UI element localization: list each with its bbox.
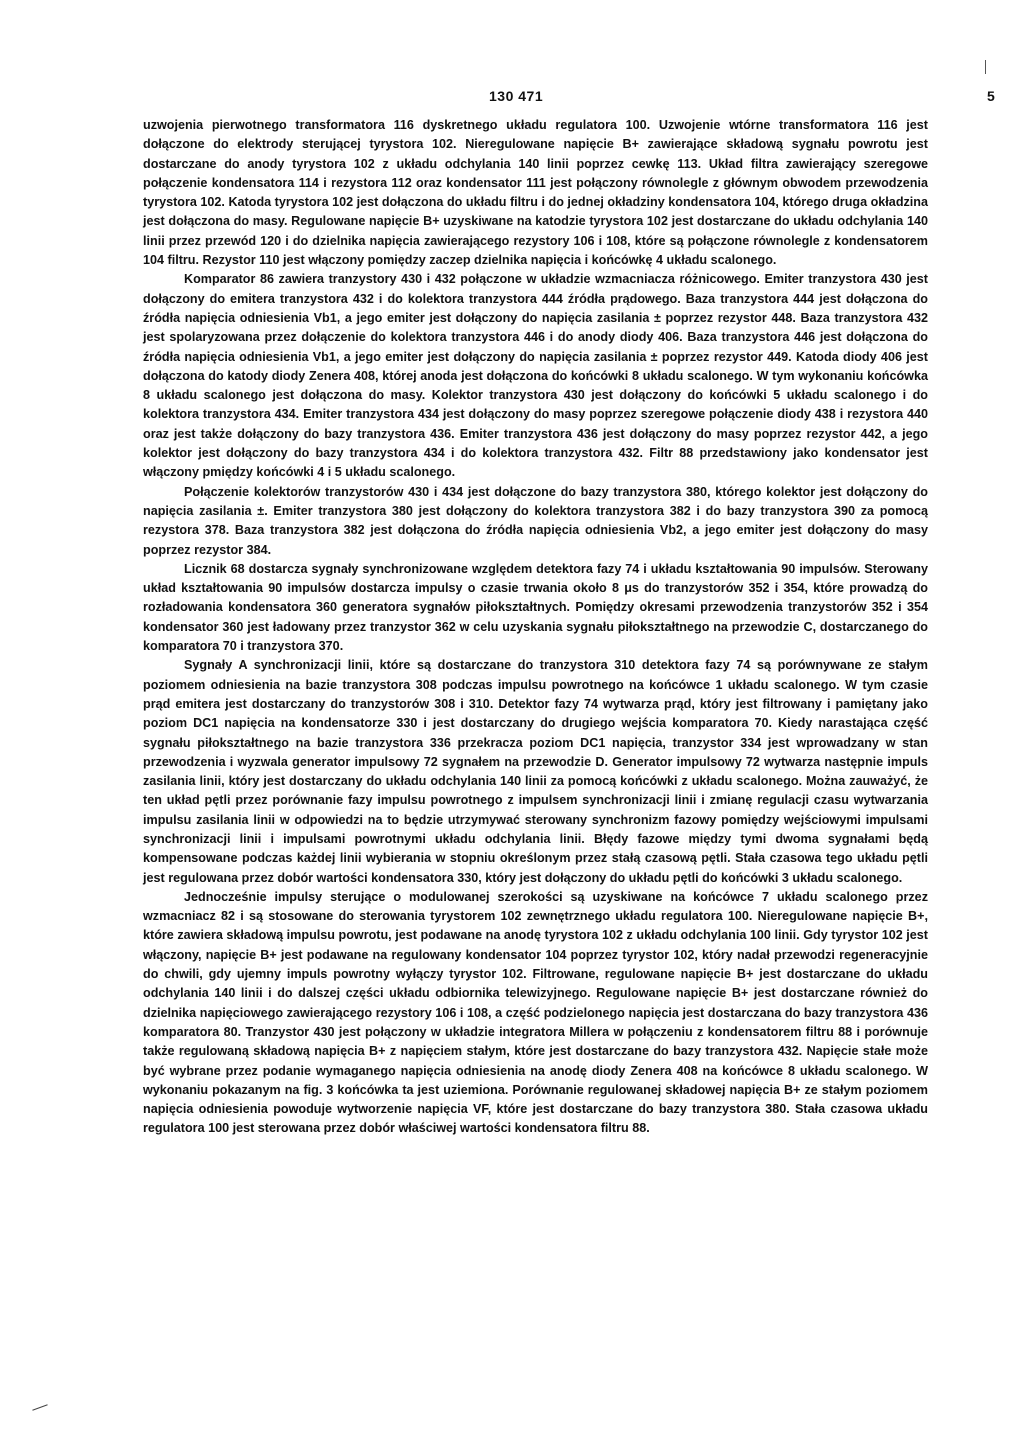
page-number: 5 (987, 88, 995, 104)
paragraph-5: Sygnały A synchronizacji linii, które są dostarczane do tranzystora 310 detektora fazy 74 są porównywane ze stałym poziomem odniesienia na bazie tranzystora 308 podczas impulsu powrotnego na końcówce 1 układu scalonego. W tym czasie prąd emitera jest dostarczany do tranzystorów 308 i 310. Detektor fazy 74 wytwarza prąd, który jest filtrowany i pamiętany jako poziom DC1 napięcia na kondensatorze 330 i jest dostarczany do drugiego wejścia komparatora 70. Kiedy narastająca część sygnału piłokształtnego na bazie tranzystora 336 przekracza poziom DC1 napięcia, tranzystor 334 jest wprowadzany w stan przewodzenia i wyzwala generator impulsowy 72 sygnałem na przewodzie D. Generator impulsowy 72 wytwarza następnie impuls zasilania linii, który jest dostarczany do układu odchylania 140 linii za pomocą końcówki z układu scalonego. Można zauważyć, że ten układ pętli przez porównanie fazy impulsu powrotnego z impulsem synchronizacji linii i zmianę regulacji czasu wytwarzania impulsu zasilania linii w odpowiedzi na to będzie utrzymywać sterowany synchronizm fazowy pomiędzy wejściowymi impulsami synchronizacji linii i impulsami powrotnymi układu odchylania linii. Błędy fazowe między tymi dwoma sygnałami będą kompensowane podczas każdej linii wybierania w stopniu określonym przez stałą czasową pętli. Stała czasowa tego układu pętli jest regulowana przez dobór wartości kondensatora 330, który jest dołączony do układu pętli do końcówki 3 układu scalonego. (143, 658, 928, 885)
margin-mark (985, 60, 986, 74)
paragraph-6: Jednocześnie impulsy sterujące o modulowanej szerokości są uzyskiwane na końcówce 7 układu scalonego przez wzmacniacz 82 i są stosowane do sterowania tyrystorem 102 zewnętrznego układu regulatora 100. Nieregulowane napięcie B+, które zawiera składową impulsu powrotu, jest podawane na anodę tyrystora 102 z układu odchylania 100 linii. Gdy tyrystor 102 jest włączony, napięcie B+ jest podawane na regulowany kondensator 104 poprzez tyrystor 102, który nadał przewodzi regeneracyjnie do chwili, gdy ujemny impuls powrotny wyłączy tyrystor 102. Filtrowane, regulowane napięcie B+ jest dostarczane do układu odchylania 140 linii i do dalszej części układu odbiornika telewizyjnego. Regulowane napięcie B+ jest dostarczane również do dzielnika napięciowego zawierającego rezystory 106 i 108, a część podzielonego napięcia jest dostarczana do bazy tranzystora 436 komparatora 80. Tranzystor 430 jest połączony w układzie integratora Millera w połączeniu z kondensatorem filtru 88 i porównuje także regulowaną składową napięcia B+ z napięciem stałym, które jest dostarczane do bazy tranzystora 432. Napięcie stałe może być wybrane przez podanie wymaganego napięcia odniesienia na anodę diody Zenera 408 na końcówce 8 układu scalonego. W wykonaniu pokazanym na fig. 3 końcówka ta jest uziemiona. Porównanie regulowanej składowej napięcia B+ ze stałym poziomem napięcia odniesienia powoduje wytworzenie napięcia VF, które jest dostarczane do bazy tranzystora 380. Stała czasowa układu regulatora 100 jest sterowana przez dobór właściwej wartości kondensatora filtru 88. (143, 889, 928, 1136)
paragraph-3: Połączenie kolektorów tranzystorów 430 i 434 jest dołączone do bazy tranzystora 380, którego kolektor jest dołączony do napięcia zasilania ±. Emiter tranzystora 380 jest dołączony do kolektora tranzystora 382 i do bazy tranzystora 390 za pomocą rezystora 378. Baza tranzystora 382 jest dołączona do źródła napięcia odniesienia Vb2, a jego emiter jest dołączony do masy poprzez rezystor 384. (143, 484, 928, 557)
patent-number: 130 471 (489, 88, 544, 104)
margin-dash (32, 1404, 47, 1410)
paragraph-4: Licznik 68 dostarcza sygnały synchronizowane względem detektora fazy 74 i układu kształtowania 90 impulsów. Sterowany układ kształtowania 90 impulsów dostarcza impulsy o czasie trwania około 8 μs do tranzystorów 352 i 354, które prowadzą do rozładowania kondensatora 360 generatora sygnałów piłokształtnych. Pomiędzy okresami przewodzenia tranzystorów 352 i 354 kondensator 360 jest ładowany przez tranzystor 362 w celu uzyskania sygnału piłokształtnego na przewodzie C, dostarczanego do komparatora 70 i tranzystora 370. (143, 561, 928, 654)
paragraph-1: uzwojenia pierwotnego transformatora 116 dyskretnego układu regulatora 100. Uzwojenie wtórne transformatora 116 jest dołączone do elektrody sterującej tyrystora 102. Nieregulowane napięcie B+ zawierające składową sygnału powrotu jest dostarczane do anody tyrystora 102 z układu odchylania 140 linii poprzez cewkę 113. Układ filtra zawierający szeregowe połączenie kondensatora 114 i rezystora 112 oraz kondensator 111 jest połączony równolegle z głównym obwodem przewodzenia tyrystora 102. Katoda tyrystora 102 jest dołączona do układu filtru i do jednej okładziny kondensatora 104, którego druga okładzina jest dołączona do masy. Regulowane napięcie B+ uzyskiwane na katodzie tyrystora 102 jest dostarczane do układu odchylania 140 linii przez przewód 120 i do dzielnika napięcia zawierającego rezystory 106 i 108, które są połączone równolegle z kondensatorem 104 filtru. Rezystor 110 jest włączony pomiędzy zaczep dzielnika napięcia i końcówkę 4 układu scalonego. (143, 118, 928, 268)
paragraph-2: Komparator 86 zawiera tranzystory 430 i 432 połączone w układzie wzmacniacza różnicowego. Emiter tranzystora 430 jest dołączony do emitera tranzystora 432 i do kolektora tranzystora 444 źródła prądowego. Baza tranzystora 444 jest dołączona do źródła napięcia odniesienia Vb1, a jego emiter jest dołączony do napięcia zasilania ± poprzez rezystor 448. Baza tranzystora 432 jest spolaryzowana przez dołączenie do kolektora tranzystora 446 i do anody diody 406. Baza tranzystora 446 jest dołączona do źródła napięcia odniesienia Vb1, a jego emiter jest dołączony do napięcia zasilania ± poprzez rezystor 449. Katoda diody 406 jest dołączona do katody diody Zenera 408, której anoda jest dołączona do końcówki 8 układu scalonego. W tym wykonaniu końcówka 8 układu scalonego jest dołączona do masy. Kolektor tranzystora 430 jest dołączony do końcówki 5 układu scalonego i do kolektora tranzystora 434. Emiter tranzystora 434 jest dołączony do masy poprzez szeregowe połączenie diody 438 i rezystora 440 oraz jest także dołączony do bazy tranzystora 436. Emiter tranzystora 436 jest dołączony do masy poprzez rezystor 442, a jego kolektor jest dołączony do bazy tranzystora 434 i do kolektora tranzystora 432. Filtr 88 przedstawiony jako kondensator jest włączony pmiędzy końcówki 4 i 5 układu scalonego. (143, 272, 928, 480)
body-text (143, 116, 928, 1139)
